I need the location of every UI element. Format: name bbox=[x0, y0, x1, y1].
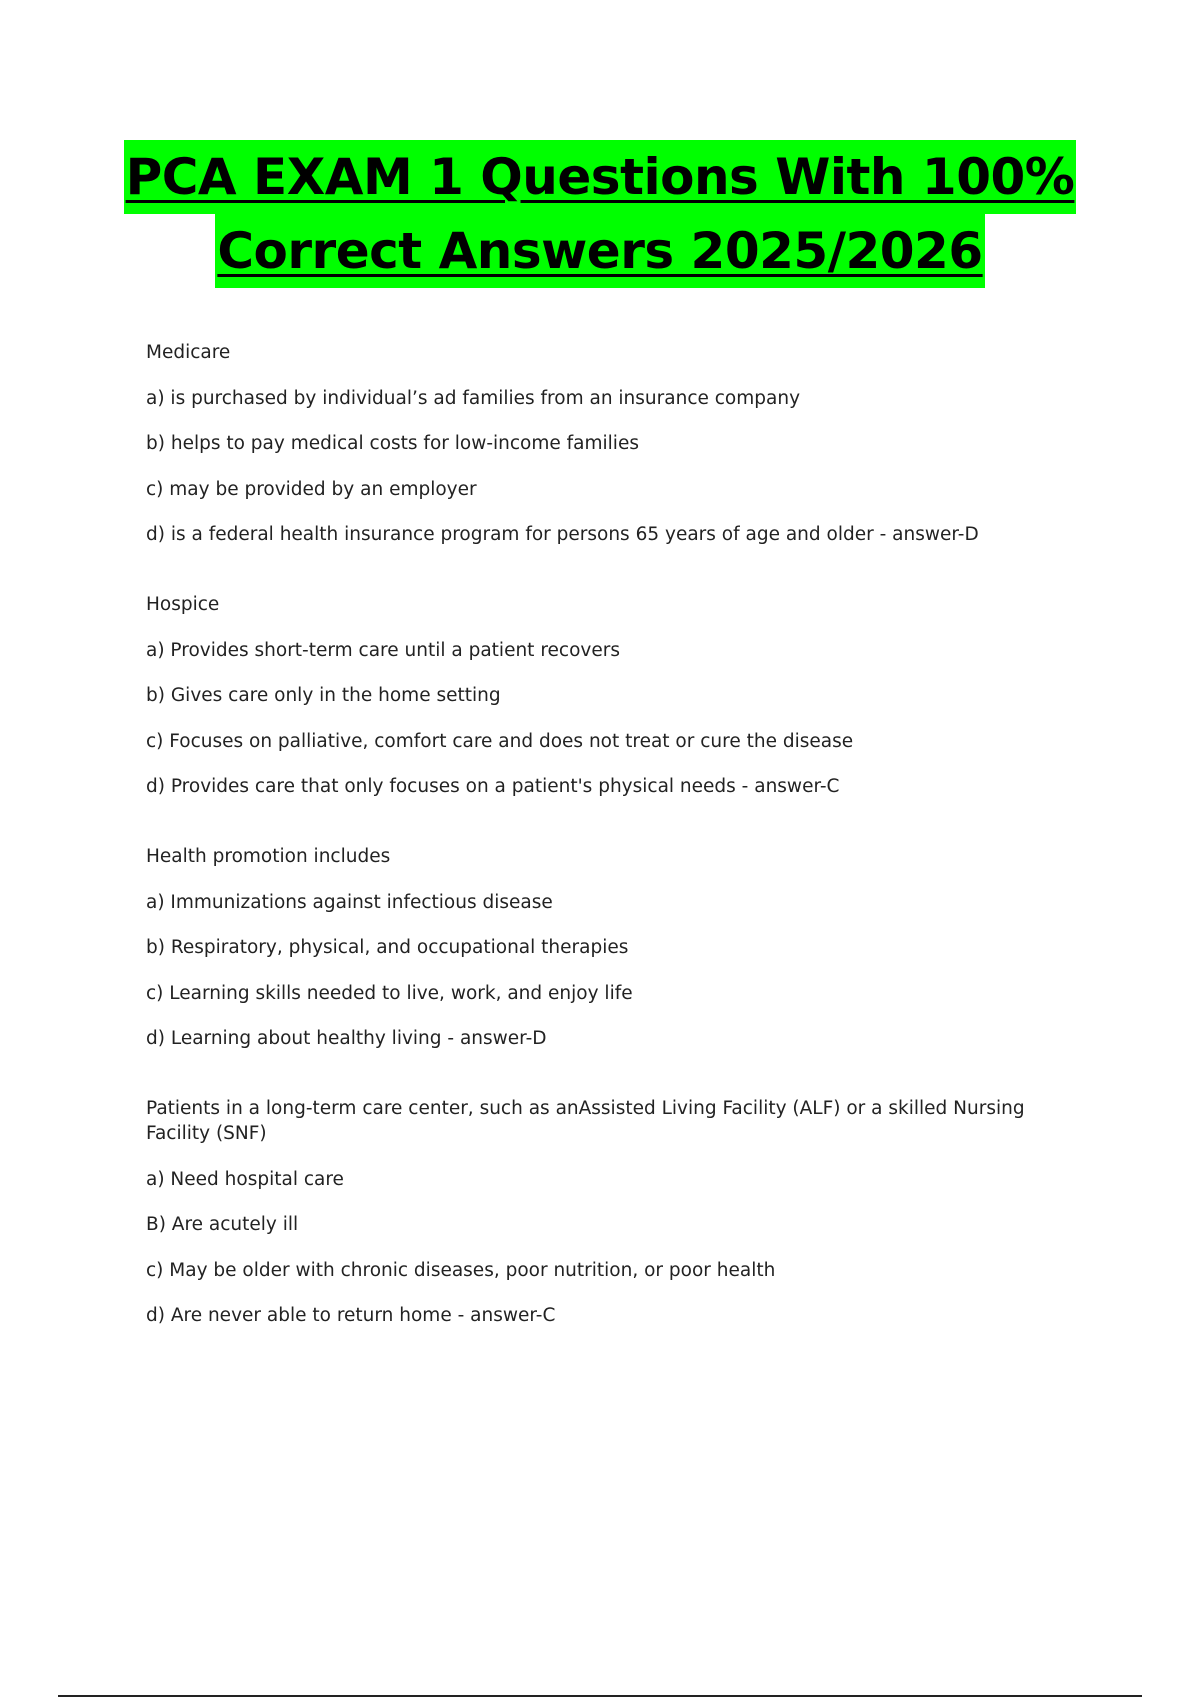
question-block bbox=[146, 1096, 1086, 1328]
answer-option: d) is a federal health insurance program for persons 65 years of age and older - answer-D bbox=[146, 524, 979, 545]
question-stem: Patients in a long-term care center, such as anAssisted Living Facility (ALF) or a skilled Nursing Facility (SNF) bbox=[146, 1098, 1025, 1144]
answer-option: a) Provides short-term care until a patient recovers bbox=[146, 639, 620, 661]
question-stem: Medicare bbox=[146, 342, 231, 363]
answer-option: b) Gives care only in the home setting bbox=[146, 685, 501, 706]
question-block bbox=[146, 340, 1086, 547]
answer-option: b) Respiratory, physical, and occupational therapies bbox=[146, 937, 629, 958]
title-line-1: PCA EXAM 1 Questions With 100% bbox=[124, 140, 1077, 214]
answer-option: c) Focuses on palliative, comfort care and does not treat or cure the disease bbox=[146, 730, 854, 752]
title-line-2: Correct Answers 2025/2026 bbox=[215, 214, 984, 288]
question-list bbox=[146, 340, 1086, 1373]
answer-option: B) Are acutely ill bbox=[146, 1214, 299, 1235]
answer-option: a) Immunizations against infectious disease bbox=[146, 891, 553, 913]
answer-option: d) Provides care that only focuses on a patient's physical needs - answer-C bbox=[146, 776, 840, 797]
answer-option: d) Learning about healthy living - answer-D bbox=[146, 1028, 547, 1049]
answer-option: c) may be provided by an employer bbox=[146, 478, 477, 500]
answer-option: a) Need hospital care bbox=[146, 1168, 344, 1190]
document-title bbox=[0, 140, 1200, 288]
question-block bbox=[146, 592, 1086, 799]
question-stem: Health promotion includes bbox=[146, 846, 391, 867]
answer-option: b) helps to pay medical costs for low-income families bbox=[146, 433, 639, 454]
answer-option: c) Learning skills needed to live, work, and enjoy life bbox=[146, 982, 633, 1004]
answer-option: c) May be older with chronic diseases, poor nutrition, or poor health bbox=[146, 1259, 776, 1281]
question-stem: Hospice bbox=[146, 594, 220, 615]
footer-divider bbox=[58, 1695, 1142, 1697]
question-block bbox=[146, 844, 1086, 1051]
answer-option: a) is purchased by individual’s ad families from an insurance company bbox=[146, 387, 801, 409]
answer-option: d) Are never able to return home - answer-C bbox=[146, 1305, 556, 1326]
